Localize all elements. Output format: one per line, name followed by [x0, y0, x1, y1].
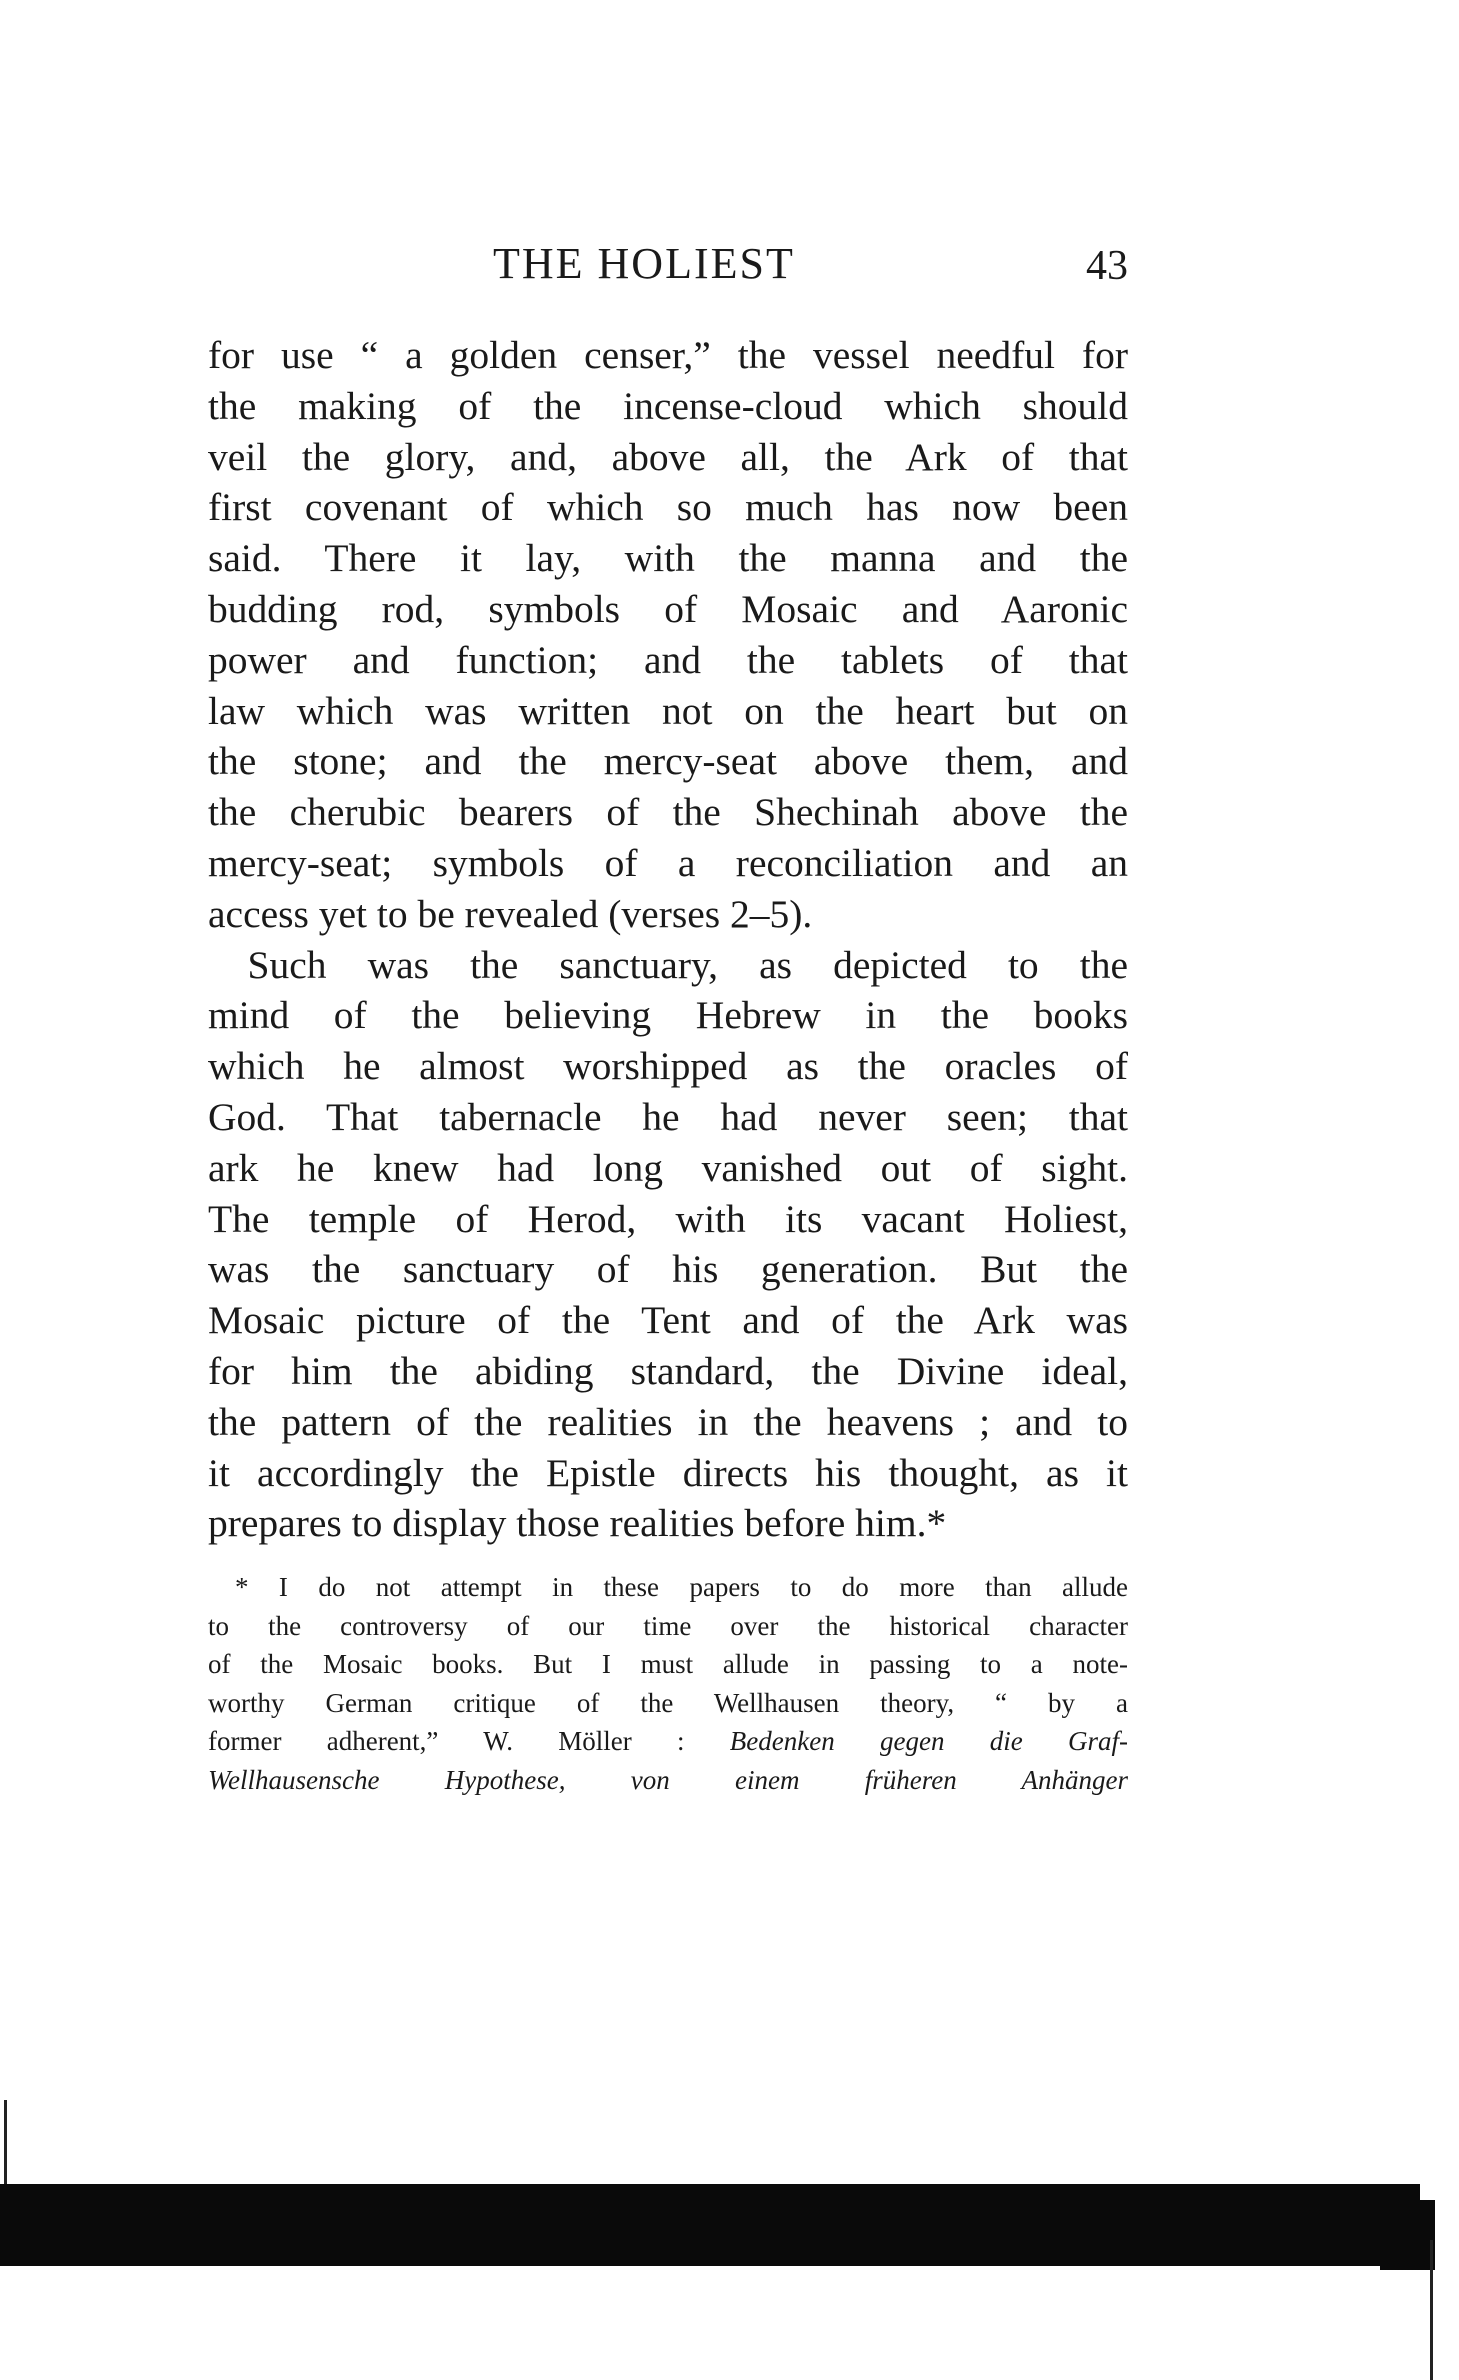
text-line: the cherubic bearers of the Shechinah above the: [208, 790, 1128, 835]
text-line: Mosaic picture of the Tent and of the Ark was: [208, 1298, 1128, 1343]
text-line: the making of the incense-cloud which should: [208, 383, 1128, 428]
text-line: The temple of Herod, with its vacant Holiest,: [208, 1196, 1128, 1241]
scan-bottom-bar: [0, 2184, 1420, 2266]
footnote-book-title: Bedenken gegen die Graf-: [729, 1726, 1128, 1756]
text-line: Such was the sanctuary, as depicted to the: [208, 942, 1128, 987]
text-line: which he almost worshipped as the oracles of: [208, 1044, 1128, 1089]
footnote-book-title: Wellhausensche Hypothese, von einem früheren Anhänger: [208, 1764, 1128, 1795]
text-line: said. There it lay, with the manna and the: [208, 536, 1128, 581]
footnote-text: former adherent,” W. Möller :: [208, 1726, 730, 1756]
text-line: God. That tabernacle he had never seen; that: [208, 1094, 1128, 1139]
text-line: prepares to display those realities before him.*: [208, 1501, 947, 1546]
text-line: mind of the believing Hebrew in the books: [208, 993, 1128, 1038]
text-line: veil the glory, and, above all, the Ark of that: [208, 434, 1128, 479]
footnote-line: to the controversy of our time over the historical character: [208, 1610, 1128, 1641]
scan-bottom-bar-edge: [1380, 2200, 1435, 2270]
text-line: it accordingly the Epistle directs his thought, as it: [208, 1450, 1128, 1495]
text-line: for him the abiding standard, the Divine ideal,: [208, 1348, 1128, 1393]
page-header: [208, 238, 1128, 298]
footnote-line: [208, 1722, 1128, 1761]
text-line: access yet to be revealed (verses 2–5).: [208, 891, 813, 936]
scan-edge-mark: [1430, 2240, 1433, 2380]
page-number: 43: [1086, 243, 1128, 289]
text-line: the stone; and the mercy-seat above them, and: [208, 739, 1128, 784]
text-line: for use “ a golden censer,” the vessel needful for: [208, 333, 1128, 377]
text-line: the pattern of the realities in the heavens ; and to: [208, 1399, 1128, 1444]
running-title: THE HOLIEST: [493, 239, 795, 288]
text-line: power and function; and the tablets of that: [208, 637, 1128, 682]
text-line: ark he knew had long vanished out of sight.: [208, 1145, 1128, 1190]
body-text: [208, 330, 1128, 1549]
text-line: budding rod, symbols of Mosaic and Aaronic: [208, 586, 1128, 631]
footnote-line: worthy German critique of the Wellhausen theory, “ by a: [208, 1687, 1128, 1718]
footnote-line: of the Mosaic books. But I must allude in passing to a note-: [208, 1649, 1128, 1679]
footnote: [208, 1568, 1128, 1799]
text-line: mercy-seat; symbols of a reconciliation and an: [208, 840, 1128, 885]
text-line: first covenant of which so much has now been: [208, 485, 1128, 530]
footnote-line: * I do not attempt in these papers to do more than allude: [208, 1572, 1128, 1602]
text-line: was the sanctuary of his generation. But the: [208, 1247, 1128, 1292]
text-line: law which was written not on the heart but on: [208, 688, 1128, 733]
footnote-line: [208, 1761, 1128, 1800]
